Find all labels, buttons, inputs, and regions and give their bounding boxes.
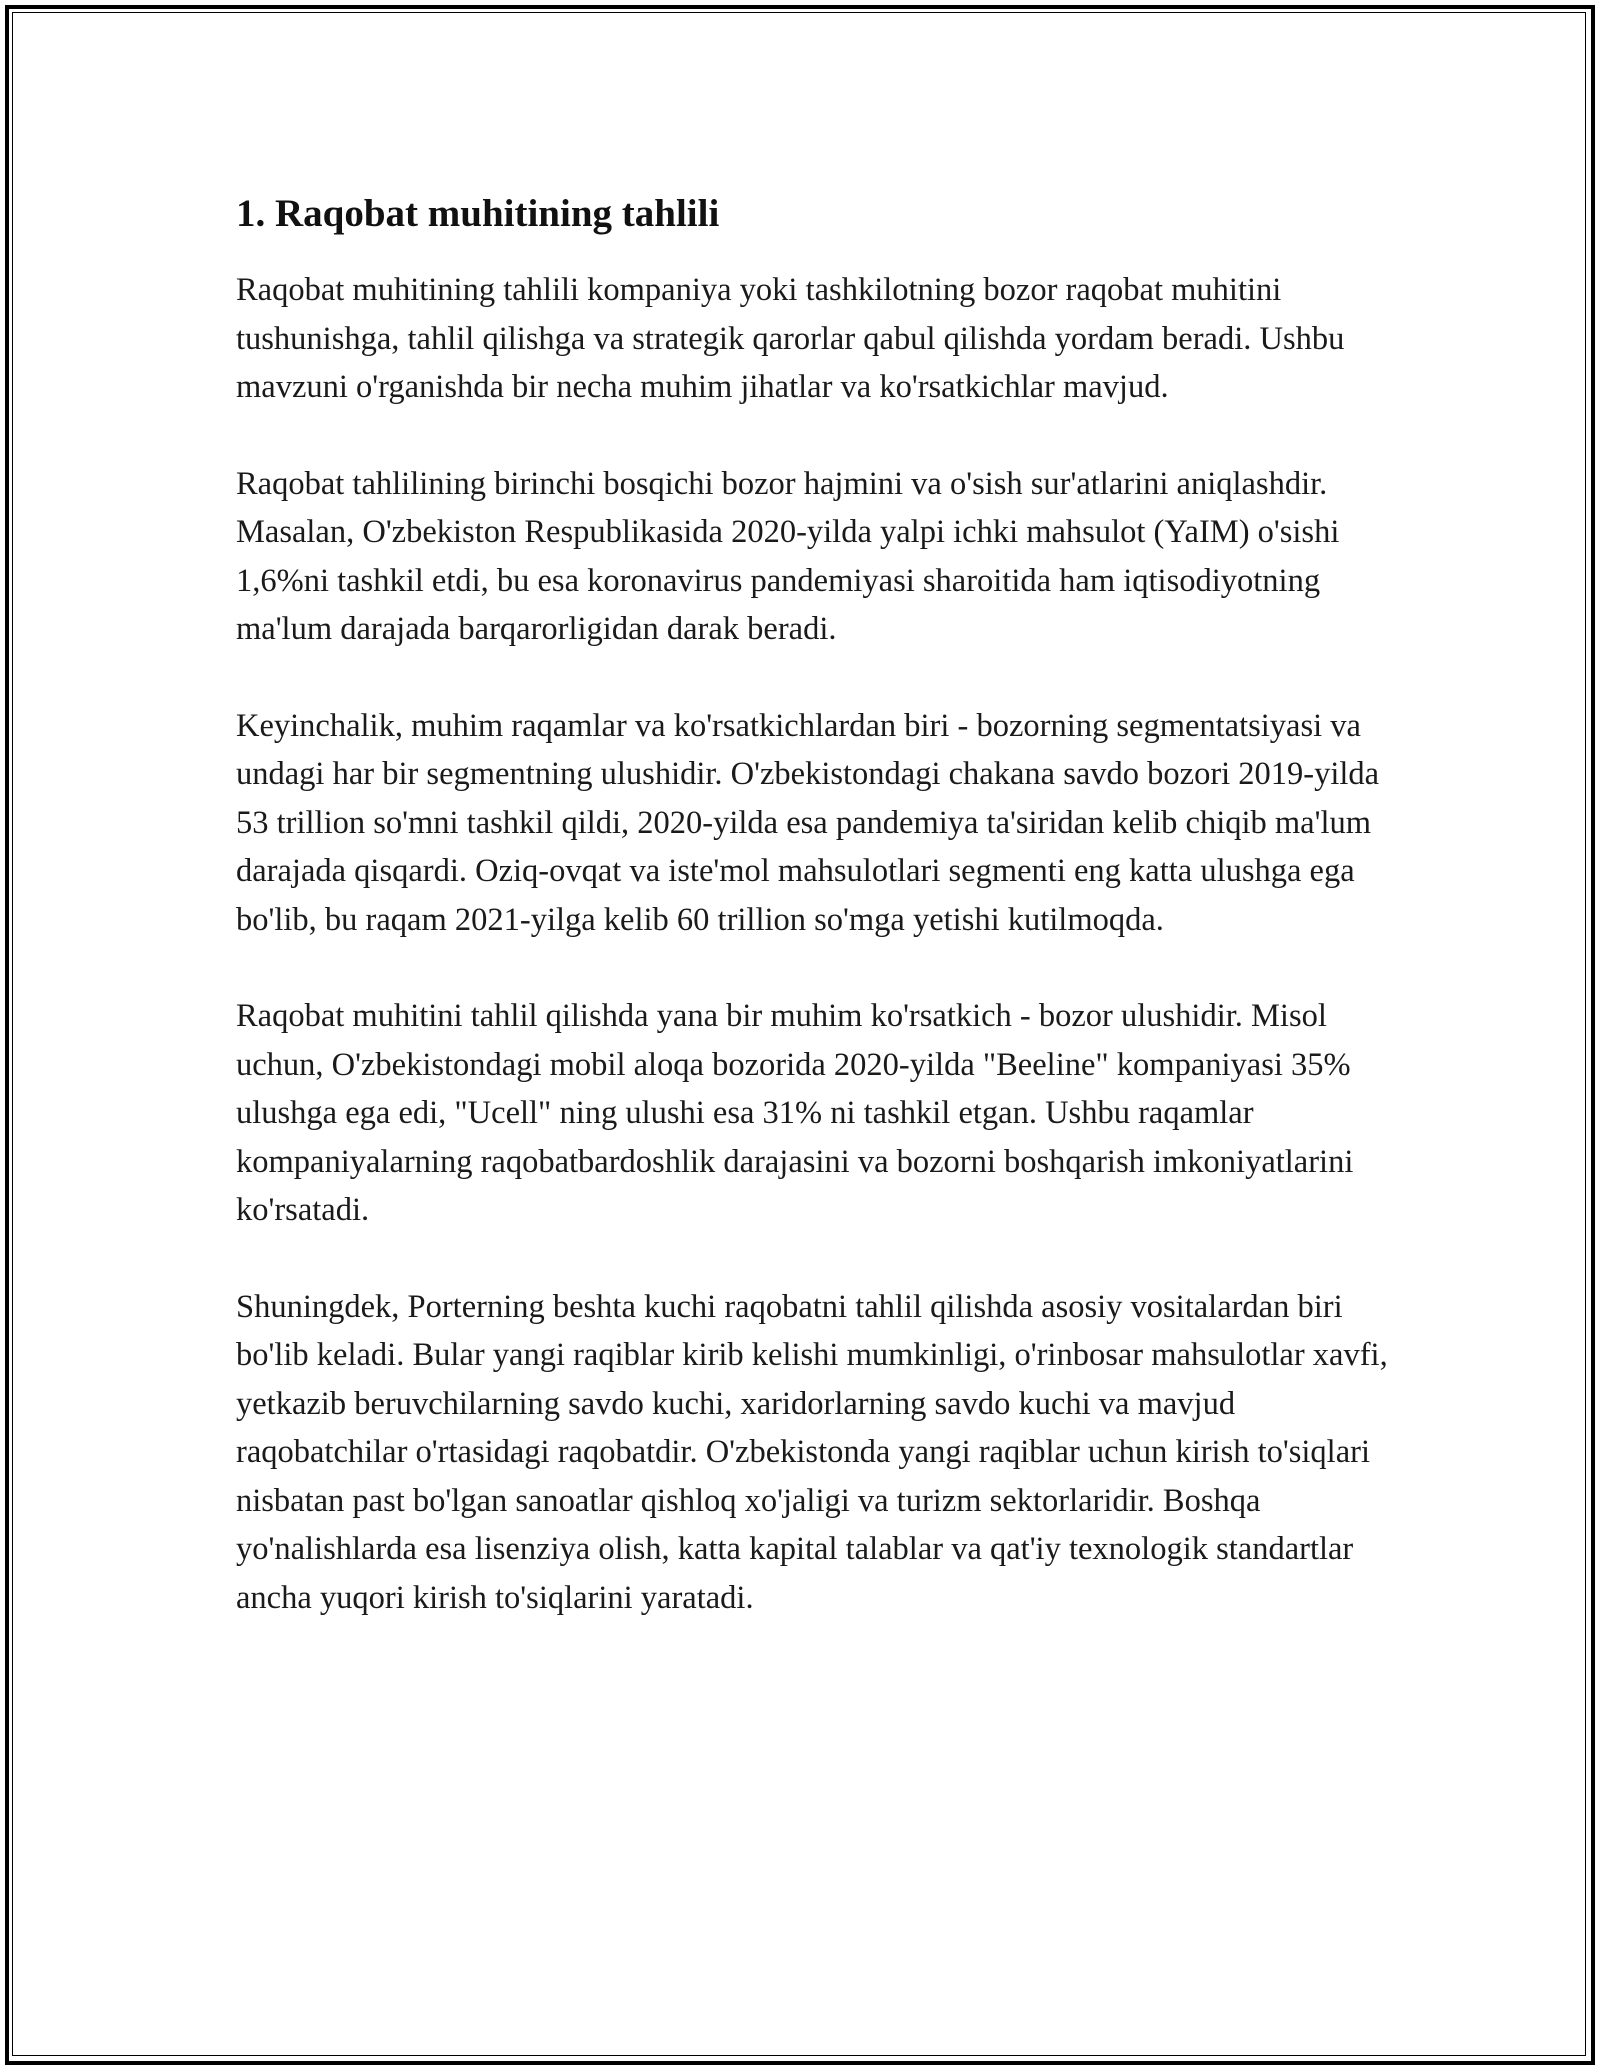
paragraph-market-size: Raqobat tahlilining birinchi bosqichi bozor hajmini va o'sish sur'atlarini aniqlashdir. Masalan, O'zbekiston Respublikasida 2020-yilda yalpi ichki mahsulot (YaIM) o'sishi 1,6%ni tashkil etdi, bu esa koronavirus pandemiyasi sharoitida ham iqtisodiyotning ma'lum darajada barqarorligidan darak beradi.	[236, 465, 1340, 647]
paragraph-market-share: Raqobat muhitini tahlil qilishda yana bir muhim ko'rsatkich - bozor ulushidir. Misol uchun, O'zbekistondagi mobil aloqa bozorida 2020-yilda "Beeline" kompaniyasi 35% ulushga ega edi, "Ucell" ning ulushi esa 31% ni tashkil etgan. Ushbu raqamlar kompaniyalarning raqobatbardoshlik darajasini va bozorni boshqarish imkoniyatlarini ko'rsatadi.	[236, 998, 1354, 1228]
paragraph-segmentation: Keyinchalik, muhim raqamlar va ko'rsatkichlardan biri - bozorning segmentatsiyasi va undagi har bir segmentning ulushidir. O'zbekistondagi chakana savdo bozori 2019-yilda 53 trillion so'mni tashkil qildi, 2020-yilda esa pandemiya ta'siridan kelib chiqib ma'lum darajada qisqardi. Oziq-ovqat va iste'mol mahsulotlari segmenti eng katta ulushga ega bo'lib, bu raqam 2021-yilga kelib 60 trillion so'mga yetishi kutilmoqda.	[236, 707, 1380, 938]
paragraph-intro: Raqobat muhitining tahlili kompaniya yoki tashkilotning bozor raqobat muhitini tushunishga, tahlil qilishga va strategik qarorlar qabul qilishda yordam beradi. Ushbu mavzuni o'rganishda bir necha muhim jihatlar va ko'rsatkichlar mavjud.	[236, 272, 1345, 405]
paragraph-porter-forces: Shuningdek, Porterning beshta kuchi raqobatni tahlil qilishda asosiy vositalardan biri bo'lib keladi. Bular yangi raqiblar kirib kelishi mumkinligi, o'rinbosar mahsulotlar xavfi, yetkazib beruvchilarning savdo kuchi, xaridorlarning savdo kuchi va mavjud raqobatchilar o'rtasidagi raqobatdir. O'zbekistonda yangi raqiblar uchun kirish to'siqlari nisbatan past bo'lgan sanoatlar qishloq xo'jaligi va turizm sektorlaridir. Boshqa yo'nalishlarda esa lisenziya olish, katta kapital talablar va qat'iy texnologik standartlar ancha yuqori kirish to'siqlarini yaratadi.	[236, 1288, 1388, 1616]
page-title: 1. Raqobat muhitining tahlili	[236, 192, 720, 235]
document-body	[236, 188, 1406, 1670]
